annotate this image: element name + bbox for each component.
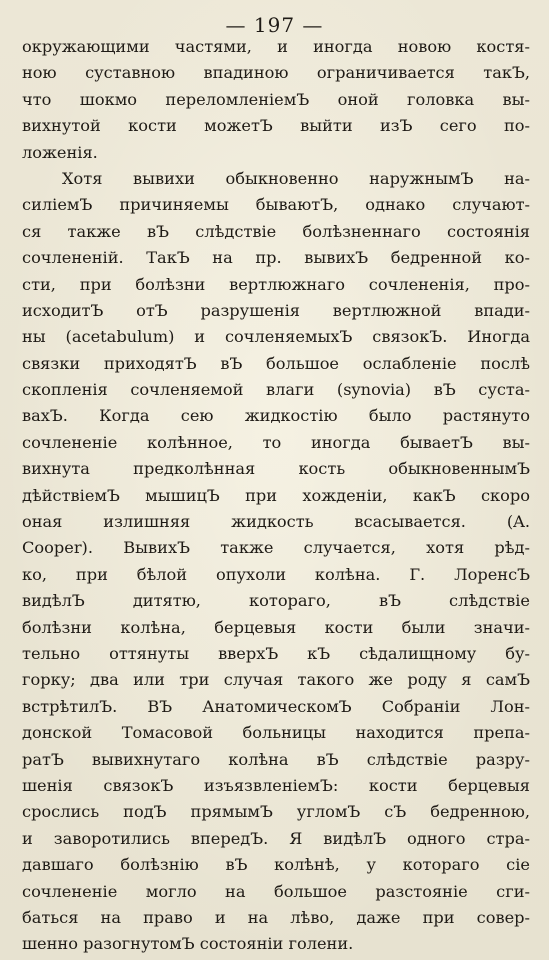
text-line: окружающими частями, и иногда новою костя- [22, 37, 530, 56]
text-line: скопленія сочленяемой влаги (synovia) вЪ суста- [22, 380, 530, 400]
paragraph-start-line: Хотя вывихи обыкновенно наружнымЪ на- [62, 168, 530, 188]
text-line: вахЪ. Когда сею жидкостію было растянуто [22, 406, 530, 426]
text-line: шенія связокЪ изъязвленіемЪ: кости берцевыя [22, 775, 530, 795]
paragraph-end-line: ложенія. [22, 142, 98, 162]
text-line: и заворотились впередЪ. Я видѣлЪ одного стра- [22, 828, 530, 848]
text-line: давшаго болѣзнію вЪ колѣнѣ, у котораго сіе [22, 855, 530, 875]
text-line: что шокмо переломленіемЪ оной головка вы- [22, 89, 530, 109]
text-line: донской Томасовой больницы находится препа- [22, 723, 530, 743]
text-line: дѣйствіемЪ мышицЪ при хожденіи, какЪ скоро [22, 485, 530, 505]
text-line: ко, при бѣлой опухоли колѣна. Г. ЛоренсЪ [22, 564, 530, 584]
text-line: срослись подЪ прямымЪ угломЪ сЪ бедренною, [22, 802, 530, 822]
text-line: Cooper). ВывихЪ также случается, хотя рѣд- [22, 538, 530, 558]
text-line: вихнутой кости можетЪ выйти изЪ сего по- [22, 116, 530, 136]
text-line: ся также вЪ слѣдствіе болѣзненнаго состоянія [22, 221, 530, 241]
text-line: сочлененій. ТакЪ на пр. вывихЪ бедренной ко- [22, 248, 530, 268]
text-line: исходитЪ отЪ разрушенія вертлюжной впади- [22, 300, 530, 320]
text-line: болѣзни колѣна, берцевыя кости были значи- [22, 617, 530, 637]
text-line: силiемЪ причиняемы бываютЪ, однако случают- [22, 195, 530, 215]
text-line: сочлененіе колѣнное, то иногда бываетЪ вы- [22, 432, 530, 452]
text-line: встрѣтилЪ. ВЪ АнатомическомЪ Собраніи Лон- [22, 696, 530, 716]
text-line: сочлененіе могло на большое разстояніе сги- [22, 881, 530, 901]
text-line: сти, при болѣзни вертлюжнаго сочлененія, про- [22, 274, 530, 294]
text-line: тельно оттянуты вверхЪ кЪ сѣдалищному бу- [22, 643, 530, 663]
text-line: ратЪ вывихнутаго колѣна вЪ слѣдствіе разру- [22, 749, 530, 769]
text-line: ною суставною впадиною ограничивается такЪ, [22, 63, 530, 83]
body-text [22, 34, 530, 958]
text-line: видѣлЪ дитятю, котораго, вЪ слѣдствіе [22, 591, 530, 611]
text-line: баться на право и на лѣво, даже при совер- [22, 907, 530, 927]
text-line: вихнута предколѣнная кость обыкновеннымЪ [22, 459, 530, 479]
paragraph-end-line: шенно разогнутомЪ состояніи голени. [22, 934, 354, 954]
text-line: горку; два или три случая такого же роду я самЪ [22, 670, 530, 690]
text-line: связки приходятЪ вЪ большое ослабленіе послѣ [22, 353, 530, 373]
text-line: оная излишняя жидкость всасывается. (A. [22, 512, 530, 532]
text-line: ны (acetabulum) и сочленяемыхЪ связокЪ. Иногда [22, 327, 530, 347]
page-number: — 197 — [225, 13, 324, 37]
